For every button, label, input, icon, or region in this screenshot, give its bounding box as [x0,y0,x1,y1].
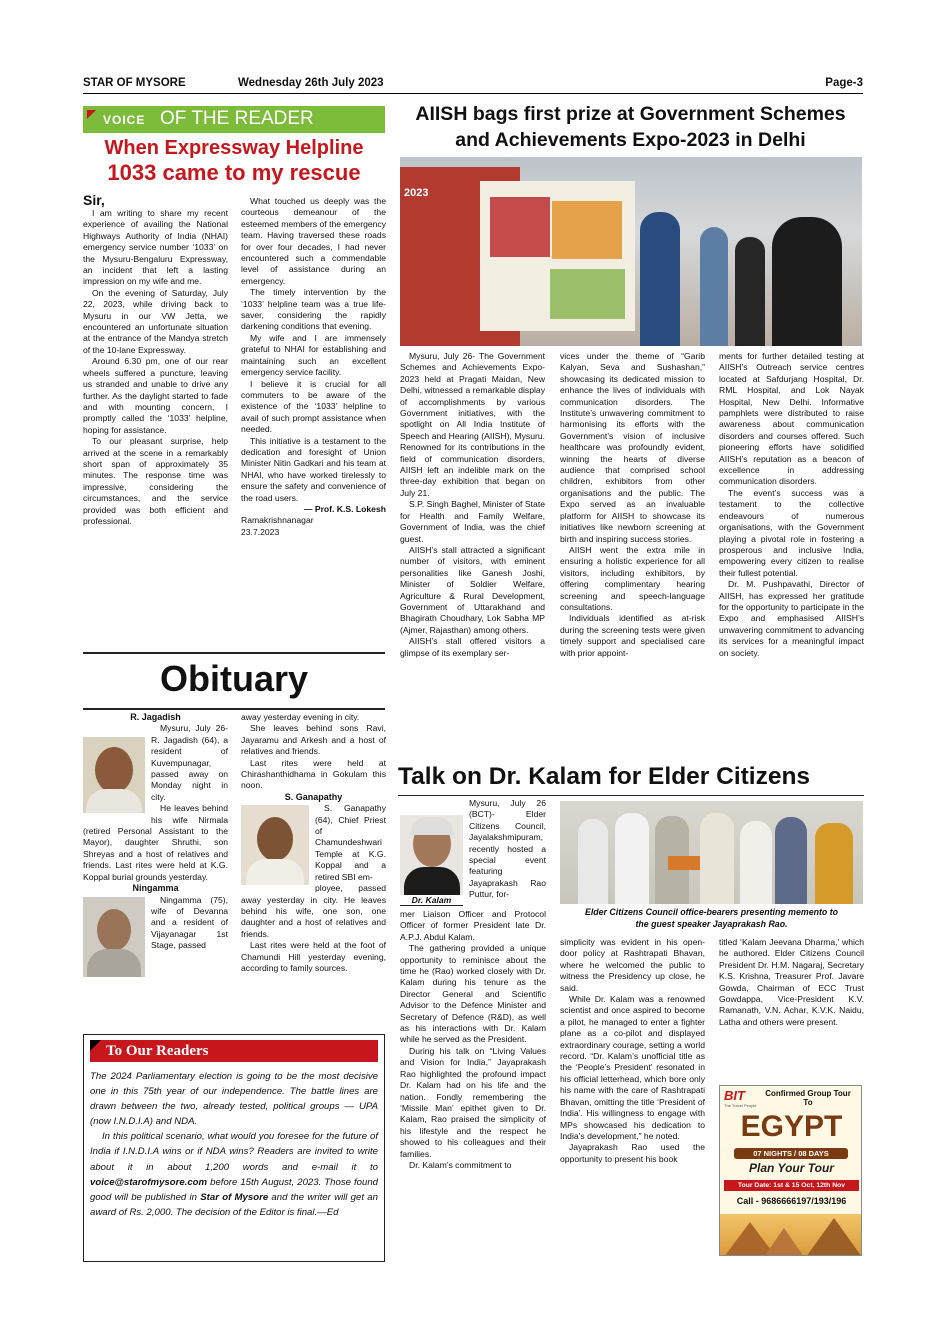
issue-date: Wednesday 26th July 2023 [238,77,384,89]
paper-name: STAR OF MYSORE [83,77,186,89]
ad-phone: Call - 9686666197/193/196 [736,1196,847,1206]
aiish-headline: AIISH bags first prize at Government Schemes and Achievements Expo-2023 in Delhi [415,103,846,151]
obituary-title: Obituary [159,658,309,699]
readers-box [83,1034,385,1262]
kalam-caption: Elder Citizens Council office-bearers presenting memento to the guest speaker Jayaprakash Rao. [584,907,839,929]
obituary-col1: R. Jagadish Mysuru, July 26- R. Jagadish (64), a resident of Kuvempunagar, passed away on Monday night in city. He leaves behind his wife Nirmala (retired Personal Assistant to the Mayor), daughter Shruthi, son Shreyas and a host of relatives and friends. Last rites were held at K.G. Koppal burial grounds yesterday. Ningamma Ningamma (75), wife of Devanna and a resident of Vijayanagar 1st Stage, passed [83,712,228,1030]
obit-name-3: S. Ganapathy [284,791,343,802]
egypt-ad [719,1085,862,1256]
kalam-col2: simplicity was evident in his open-door policy at Rashtrapati Bhavan, where he welcomed the public to witness the Presidency up close, he said. While Dr. Kalam was a renowned scientist and once aspired to become a pilot, he managed to enter a fighter plane as a co-pilot and displayed extraordinary courage, setting a world record. “Dr. Kalam’s unofficial title as the ‘People’s President’ resonated in his official letterhead, which bore only his name with the care of Rashtrapati Bhavan, omitting the title ‘President of India’. His willingness to engage with MPs showcased his dedication to India’s development,” he noted. Jayaprakash Rao used the opportunity to present his book [560,937,705,1164]
aiish-col2: vices under the theme of “Garib Kalyan, Seva and Sushashan,” showcasing its dedicated mission to enhance the lives of individuals with communication disorders. The Institute’s unwavering commitment to harmonising its efforts with the Government’s vision of inclusive healthcare was profoundly evident, winning the hearts of diverse audience that comprised school children, exhibitors from other organisations and the public. The Expo served as an invaluable platform for AIISH to showcase its initiatives like newborn screening at birth and inspiring success stories. AIISH went the extra mile in ensuring a holistic experience for all visitors, including exhibitors, by offering complimentary hearing screening and speech-language consultations. Individuals identified as at-risk during the screening tests were given timely support and specialised care with prior appoint- [560,351,705,658]
ad-destination: EGYPT [740,1110,843,1143]
voice-col2: What touched us deeply was the courteous demeanour of the esteemed members of the emergency team. Having traversed these roads for over four decades, I had never encountered such a commendable level of assistance during an emergency. The timely intervention by the ‘1033’ helpline team was a true life-saver, considering the rapidly darkening conditions that evening. My wife and I are immensely grateful to NHAI for establishing and maintaining such an excellent emergency service facility. I believe it is crucial for all commuters to be aware of the existence of the ‘1033’ helpline to avail of such prompt assistance when needed. This initiative is a testament to the dedication and foresight of Union Minister Nitin Gadkari and his team at NHAI, who have worked tirelessly to ensure the safety and convenience of the road users. — Prof. K.S. Lokesh Ramakrishnanagar 23.7.2023 [241,196,386,537]
page-number: Page-3 [825,77,863,89]
ad-plan: Plan Your Tour [749,1161,834,1175]
kalam-headline: Talk on Dr. Kalam for Elder Citizens [398,763,811,790]
signature: — Prof. K.S. Lokesh [303,503,386,514]
voice-banner [83,106,385,133]
ad-nights: 07 NIGHTS / 08 DAYS [734,1148,848,1159]
readers-body: The 2024 Parliamentary election is going to be the most decisive one in this 75th year of our independence. The battle lines are drawn between the two, already tested, political groups — UPA (now I.N.D.I.A) and NDA. In this political scenario, what would you foresee for the future of India if I.N.D.I.A wins or if NDA wins? Readers are invited to write about it in about 1,200 words and e-mail it to voice@starofmysore.com before 15th August, 2023. Those found good will be published in Star of Mysore and the writer will get an award of Rs. 2,000. The decision of the Editor is final.—Ed [90,1071,378,1218]
voice-col1: Sir, I am writing to share my recent experience of availing the National Highways Authority of India (NHAI) emergency service number ‘1033’ on the Mysuru-Bengaluru Expressway, an incident that left a lasting impression on my wife and me. On the evening of Saturday, July 22, 2023, while driving back to Mysuru in our VW Jetta, we encountered an unfortunate situation at the entrance of the Mandya stretch of the 10-lane Expressway. Around 6.30 pm, one of our rear wheels suffered a puncture, leaving us stranded and unable to drive any further. As the daylight started to fade and with mounting concern, I promptly called the ‘1033’ helpline, hoping for assistance. To our pleasant surprise, help arrived at the scene in a remarkably short span of approximately 35 minutes. The response time was impressive, considering the circumstances, and the service provided was both efficient and professional. [83,192,228,526]
kalam-col1b: mer Liaison Officer and Protocol Officer of former President late Dr. A.P.J. Abdul Kalam. The gathering provided a unique opportunity to reminisce about the time he (Rao) worked closely with Dr. Kalam during his tenure as the Director General and Scientific Advisor to the Defence Minister and Secretary of Defence (R&D), as well as his interactions with Dr. Kalam while he served as the President. During his talk on “Living Values and Vision for India,” Jayaprakash Rao highlighted the profound impact Dr. Kalam had on his life and the nation. Fondly remembering the ‘Missile Man’ epithet given to Dr. Kalam, Rao praised the simplicity of his lifestyle and the respect he showed to his colleagues and their families. Dr. Kalam’s commitment to [400,909,546,1170]
kalam-photo-label: Dr. Kalam [400,895,463,906]
voice-headline: When Expressway Helpline 1033 came to my rescue [104,137,364,185]
kalam-col1a: Mysuru, July 26 (BCT)- Elder Citizens Council, Jayalakshmipuram, recently hosted a special event featuring Jayaprakash Rao Puttur, for- [469,798,546,900]
kalam-event-photo [560,801,863,904]
readers-title: To Our Readers [106,1043,209,1059]
ad-pyramids [720,1214,862,1256]
obituary-rule [83,652,385,654]
kalam-col3: titled ‘Kalam Jeevana Dharma,’ which he authored. Elder Citizens Council President Dr. H.M. Nagaraj, Secretary K.S. Krishna, Treasurer Prof. Javare Gowda, Chairman of ECC Trust Gowdappa, Vice-President K.V. Ramanath, V.N. Achar, K.V.K. Naidu, Latha and others were present. [719,937,864,1027]
voice-label-b: OF THE READER [160,108,314,129]
ad-logo-sub: The Travel People [724,1103,757,1108]
obit-photo-ningamma [83,897,145,977]
ad-logo: BIT [724,1088,745,1103]
voice-label: VOICE [103,113,146,127]
kalam-portrait [400,815,463,895]
readers-email: voice@starofmysore.com [90,1176,208,1188]
obit-name-1: R. Jagadish [130,712,181,722]
obit-name-2: Ningamma [132,883,179,894]
salutation: Sir, [83,192,105,208]
obituary-col2: away yesterday evening in city. She leaves behind sons Ravi, Jayaramu and Arkesh and a host of relatives and friends. Last rites were held at Chirashanthidhama in Gokulam this noon. S. Ganapathy S. Ganapathy (64), Chief Priest of Chamundeshwari Temple at K.G. Koppal and a retired SBI em- ployee, passed away yesterday in city. He leaves behind his wife, one son, one daughter and a host of relatives and friends. Last rites were held at the foot of Chamundi Hill yesterday evening, according to family sources. [241,712,386,973]
aiish-photo-text: 2023 [404,187,429,199]
obit-photo-jagadish [83,737,145,813]
aiish-col3: ments for further detailed testing at AIISH’s Outreach service centres located at Safdurjang Hospital, Dr. RML Hospital, and Lok Nayak Hospital, New Delhi. Informative pamphlets were distributed to raise awareness about communication disorders and courses offered. Such pioneering efforts have solidified AIISH’s reputation as a beacon of excellence in addressing communication disorders. The event’s success was a testament to the collective endeavours of numerous organisations, with the Government playing a pivotal role in fostering a prosperous and inclusive India, empowering every citizen to realise their fullest potential. Dr. M. Pushpavathi, Director of AIISH, has expressed her gratitude for the opportunity to participate in the Expo and emphasised AIISH’s unwavering commitment to advancing its services for a meaningful impact on society. [719,351,864,658]
aiish-col1: Mysuru, July 26- The Government Schemes and Achievements Expo-2023 held at Pragati Maidan, New Delhi, witnessed a remarkable display of accomplishments by various Government initiatives, with the spotlight on All India Institute of Speech and Hearing (AIISH), Mysuru. Renowned for its contributions in the field of communication disorders, AIISH left an indelible mark on the three-day exhibition that began on July 21. S.P. Singh Baghel, Minister of State for Health and Family Welfare, Government of India, was the chief guest. AIISH’s stall attracted a significant number of visitors, with eminent personalities like Ganesh Joshi, Minister of Soldier Welfare, Agriculture & Rural Development, Government of Uttarakhand and Bhagirath Choudhary, Lok Sabha MP (Ajmer, Rajasthan) among others. AIISH’s stall offered visitors a glimpse of its exemplary ser- [400,351,545,658]
masthead [83,76,863,94]
obit-photo-ganapathy [241,805,309,885]
ad-dates: Tour Date: 1st & 15 Oct, 12th Nov [724,1180,859,1191]
ad-tag: Confirmed Group Tour To [765,1089,851,1107]
aiish-photo [400,157,862,346]
